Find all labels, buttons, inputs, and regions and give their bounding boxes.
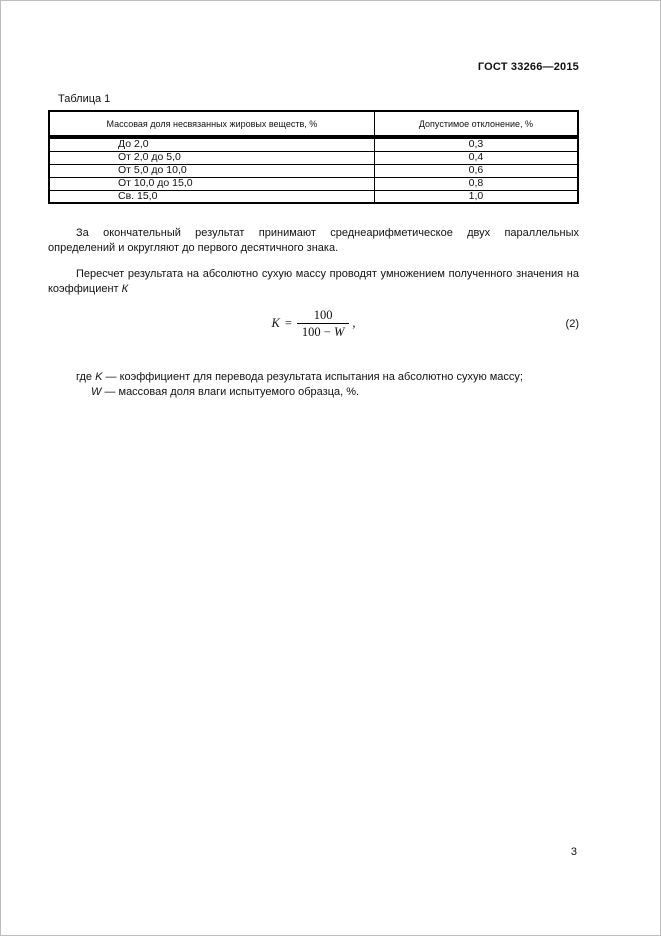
table-row xyxy=(49,151,578,164)
k-variable: K xyxy=(95,371,103,384)
cell-tolerance: 0,6 xyxy=(374,164,578,177)
where-definitions xyxy=(48,370,579,400)
formula-denominator-number: 100 − xyxy=(301,325,334,340)
cell-range: До 2,0 xyxy=(49,137,374,151)
paragraph-final-result: За окончательный результат принимают среднеарифметическое двух параллельных определений и округляют до первого десятичного знака. xyxy=(48,227,579,255)
page-content xyxy=(48,1,579,400)
table-row xyxy=(49,164,578,177)
table-caption: Таблица 1 xyxy=(58,93,111,105)
formula-block xyxy=(48,308,579,346)
cell-tolerance: 0,3 xyxy=(374,137,578,151)
table-header-row xyxy=(49,111,578,137)
formula-k-equals xyxy=(48,308,579,340)
standard-number-header: ГОСТ 33266—2015 xyxy=(477,61,579,73)
paragraph-recalculation-text: Пересчет результата на абсолютно сухую массу проводят умножением полученного значения на коэффициент xyxy=(48,268,579,296)
where-prefix: где xyxy=(76,371,96,384)
tolerance-table xyxy=(48,110,579,204)
table-row xyxy=(49,190,578,203)
where-definition-k xyxy=(48,370,579,385)
formula-lhs: K xyxy=(271,315,280,330)
cell-tolerance: 0,8 xyxy=(374,177,578,190)
formula-equals-sign: = xyxy=(284,315,292,330)
cell-tolerance: 1,0 xyxy=(374,190,578,203)
page-number: 3 xyxy=(570,846,577,858)
w-definition-text: — массовая доля влаги испытуемого образца, %. xyxy=(101,386,360,399)
cell-range: От 5,0 до 10,0 xyxy=(49,164,374,177)
column-header-tolerance: Допустимое отклонение, % xyxy=(374,111,578,137)
cell-range: От 2,0 до 5,0 xyxy=(49,151,374,164)
k-definition-text: — коэффициент для перевода результата испытания на абсолютно сухую массу; xyxy=(102,371,523,384)
formula-numerator: 100 xyxy=(297,308,349,324)
table-row xyxy=(49,137,578,151)
column-header-mass-fraction: Массовая доля несвязанных жировых веществ, % xyxy=(49,111,374,137)
paragraph-recalculation xyxy=(48,267,579,297)
coefficient-variable: К xyxy=(121,283,129,296)
table-row xyxy=(49,177,578,190)
cell-range: От 10,0 до 15,0 xyxy=(49,177,374,190)
where-definition-w xyxy=(48,385,579,400)
cell-tolerance: 0,4 xyxy=(374,151,578,164)
formula-denominator-variable: W xyxy=(333,325,345,340)
cell-range: Св. 15,0 xyxy=(49,190,374,203)
formula-denominator xyxy=(297,324,349,339)
w-variable: W xyxy=(91,386,102,399)
formula-comma: , xyxy=(352,315,356,330)
equation-number: (2) xyxy=(565,318,579,331)
formula-fraction xyxy=(297,308,349,340)
